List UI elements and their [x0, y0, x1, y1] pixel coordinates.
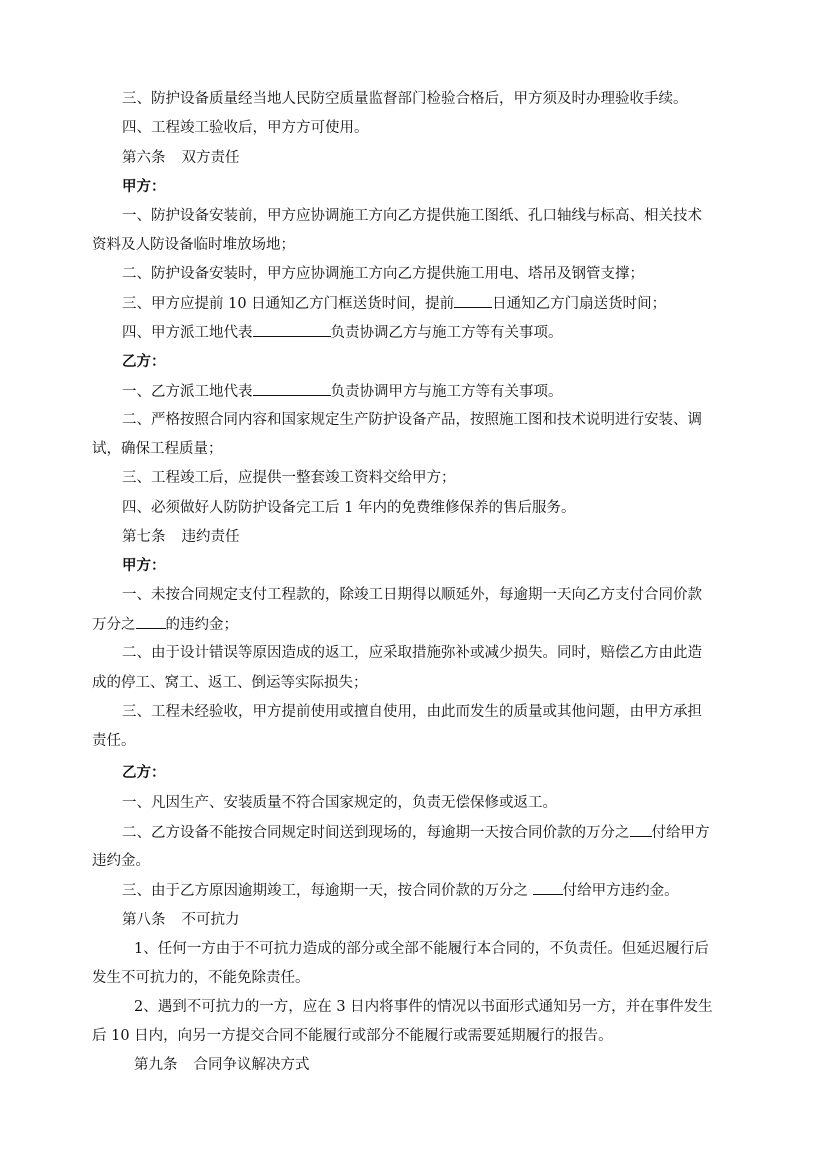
article-title: 合同争议解决方式: [193, 1057, 310, 1073]
art7-party-b-item-1: 一、凡因生产、安装质量不符合国家规定的，负责无偿保修或返工。: [122, 795, 557, 811]
fill-in-blank[interactable]: [533, 880, 563, 895]
art6-party-b-item-4: 四、必须做好人防防护设备完工后 1 年内的免费维修保养的售后服务。: [122, 500, 576, 516]
art7-party-a-item-2-cont: 成的停工、窝工、返工、倒运等实际损失；: [92, 675, 368, 691]
article-label: 第八条: [122, 912, 166, 928]
fill-in-blank[interactable]: [136, 614, 166, 629]
art7-party-a-item-1-cont: 万分之 的违约金；: [92, 614, 238, 635]
art7-party-b-item-3: 三、由于乙方原因逾期竣工，每逾期一天，按合同价款的万分之 付给甲方违约金。: [122, 880, 679, 901]
clause-5-item-3: 三、防护设备质量经当地人民防空质量监督部门检验合格后，甲方须及时办理验收手续。: [122, 91, 688, 107]
clause-5-item-4: 四、工程竣工验收后，甲方方可使用。: [122, 120, 369, 136]
art6-party-a-item-3: 三、甲方应提前 10 日通知乙方门框送货时间，提前 日通知乙方门扇送货时间；: [122, 293, 666, 314]
party-a-heading: 甲方：: [122, 557, 166, 574]
art7-party-b-item-2-cont: 违约金。: [92, 853, 150, 869]
article-7-heading: [122, 527, 240, 547]
art7-party-a-item-2: 二、由于设计错误等原因造成的返工，应采取措施弥补或减少损失。同时，赔偿乙方由此造: [122, 645, 702, 661]
art6-party-a-item-2: 二、防护设备安装时，甲方应协调施工方向乙方提供施工用电、塔吊及钢管支撑；: [122, 266, 644, 282]
art7-party-b-item-2: 二、乙方设备不能按合同规定时间送到现场的，每逾期一天按合同价款的万分之 付给甲方: [122, 822, 710, 843]
art6-party-b-item-2: 二、严格按照合同内容和国家规定生产防护设备产品，按照施工图和技术说明进行安装、调: [122, 412, 702, 428]
party-a-heading: 甲方：: [122, 178, 166, 195]
art6-party-b-item-3: 三、工程竣工后，应提供一整套竣工资料交给甲方；: [122, 470, 456, 486]
art6-party-a-item-4: 四、甲方派工地代表 负责协调乙方与施工方等有关事项。: [122, 322, 563, 343]
art8-item-1: 1、任何一方由于不可抗力造成的部分或全部不能履行本合同的，不负责任。但延迟履行后: [134, 941, 709, 957]
article-label: 第六条: [122, 150, 166, 166]
fill-in-blank[interactable]: [253, 322, 331, 337]
art6-party-b-item-1: 一、乙方派工地代表 负责协调甲方与施工方等有关事项。: [122, 381, 563, 402]
art6-party-b-item-2-cont: 试，确保工程质量；: [92, 441, 223, 457]
article-9-heading: [134, 1055, 310, 1075]
art7-party-a-item-3: 三、工程未经验收，甲方提前使用或擅自使用，由此而发生的质量或其他问题，由甲方承担: [122, 704, 702, 720]
article-6-heading: [122, 148, 240, 168]
article-title: 不可抗力: [181, 912, 240, 928]
party-b-heading: 乙方：: [122, 764, 166, 781]
article-title: 违约责任: [181, 529, 240, 545]
art8-item-2: 2、遇到不可抗力的一方，应在 3 日内将事件的情况以书面形式通知另一方，并在事件发生: [134, 999, 713, 1015]
art7-party-a-item-3-cont: 责任。: [92, 733, 136, 749]
article-8-heading: [122, 910, 240, 930]
art8-item-2-cont: 后 10 日内，向另一方提交合同不能履行或部分不能履行或需要延期履行的报告。: [92, 1028, 613, 1044]
fill-in-blank[interactable]: [253, 381, 331, 396]
art6-party-a-item-1: 一、防护设备安装前，甲方应协调施工方向乙方提供施工图纸、孔口轴线与标高、相关技术: [122, 208, 702, 224]
article-label: 第九条: [134, 1057, 178, 1073]
article-label: 第七条: [122, 529, 166, 545]
party-b-heading: 乙方：: [122, 353, 166, 370]
art6-party-a-item-1-cont: 资料及人防设备临时堆放场地；: [92, 237, 295, 253]
article-title: 双方责任: [181, 150, 240, 166]
fill-in-blank[interactable]: [630, 822, 652, 837]
art8-item-1-cont: 发生不可抗力的，不能免除责任。: [92, 970, 310, 986]
art7-party-a-item-1: 一、未按合同规定支付工程款的，除竣工日期得以顺延外，每逾期一天向乙方支付合同价款: [122, 587, 702, 603]
fill-in-blank[interactable]: [454, 293, 492, 308]
